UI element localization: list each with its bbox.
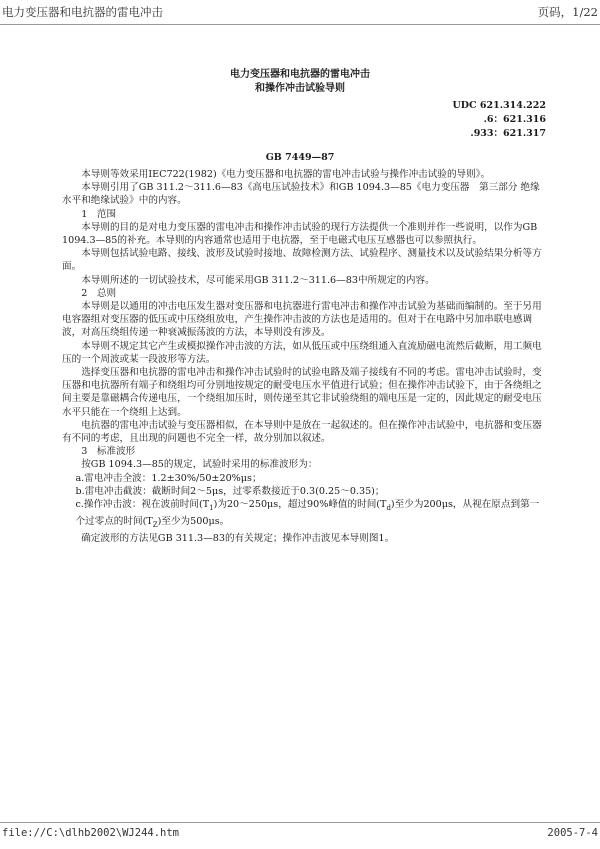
- paragraph: 本导则包括试验电路、接线、波形及试验时接地、故障检测方法、试验程序、测量技术以及试验结果分析等方面。: [62, 248, 542, 273]
- paragraph: 本导则等效采用IEC722(1982)《电力变压器和电抗器的雷电冲击试验与操作冲击试验的导则》。: [81, 169, 491, 180]
- subscript-tz: Z: [152, 521, 158, 530]
- paragraph: 本导则所述的一切试验技术，尽可能采用GB 311.2～311.6—83中所规定的内容。: [81, 274, 435, 286]
- paragraph: 确定波形的方法见GB 311.3—83的有关规定；操作冲击波见本导则图1。: [81, 533, 395, 545]
- footer-date: 2005-7-4: [547, 827, 598, 839]
- subscript-t1: 1: [209, 503, 214, 512]
- udc-classification: [453, 99, 547, 141]
- document-title-line-1: 电力变压器和电抗器的雷电冲击: [230, 69, 370, 80]
- section-heading-scope: 1 范围: [81, 208, 117, 220]
- list-item-c-text-4: )至少为500μs。: [157, 516, 230, 528]
- paragraph: 电抗器的雷电冲击试验与变压器相似，在本导则中是放在一起叙述的。但在操作冲击试验中，电抗器和变压器有不同的考虑，且出现的问题也不完全一样，故分别加以叙述。: [62, 419, 542, 445]
- subscript-td: d: [386, 503, 391, 512]
- header-page-number: 页码，1/22: [537, 5, 598, 19]
- udc-line-3: .933：621.317: [470, 128, 546, 139]
- udc-line-1: UDC 621.314.222: [452, 100, 546, 111]
- paragraph: 本导则引用了GB 311.2～311.6—83《高电压试验技术》和GB 1094.3—85《电力变压器 第三部分 绝缘水平和绝缘试验》中的内容。: [62, 182, 540, 207]
- list-item-c-text-2: )为20～250μs，超过90%峰值的时间(T: [213, 499, 387, 511]
- document-title-line-2: 和操作冲击试验导则: [255, 83, 345, 94]
- page-header: [0, 0, 600, 26]
- header-divider: [0, 24, 600, 25]
- paragraph: 本导则是以通用的冲击电压发生器对变压器和电抗器进行雷电冲击和操作冲击试验为基础而编制的。至于另用电容器组对变压器的低压或中压绕组放电，产生操作冲击波的方法也是适用的。但对于在电路中另加串联电感调波，对高压绕组传递一种衰减振荡波的方法，本导则没有涉及。: [62, 301, 542, 339]
- paragraph: 选择变压器和电抗器的雷电冲击和操作冲击试验时的试验电路及端子接线有不同的考虑。雷电冲击试验时，变压器和电抗器所有端子和绕组均可分别地按规定的耐受电压水平值进行试验；但在操作冲击试验下，由于各绕组之间主要是靠磁耦合传递电压，一个绕组加压时，则传递至其它非试验绕组的端电压是一定的，因此规定的耐受电压水平只能在一个绕组上达到。: [62, 367, 542, 418]
- footer-divider: [0, 822, 600, 823]
- paragraph: 本导则的目的是对电力变压器的雷电冲击和操作冲击试验的现行方法提供一个准则并作一些说明，以作为GB 1094.3—85的补充。本导则的内容通常也适用于电抗器，至于电磁式电压互感器也可以参照执行。: [62, 221, 538, 247]
- list-item-c: [62, 498, 548, 532]
- list-item-b: b.雷电冲击截波：截断时间2～5μs，过零系数接近于0.3(0.25～0.35)；: [75, 485, 385, 497]
- footer-file-path: file://C:\dlhb2002\WJ244.htm: [2, 827, 180, 839]
- udc-line-2: .6：621.316: [483, 114, 546, 125]
- list-item-c-text-1: c.操作冲击波：视在波前时间(T: [75, 499, 210, 511]
- section-heading-waveform: 3 标准波形: [81, 446, 136, 458]
- standard-number: GB 7449—87: [265, 152, 335, 163]
- header-title: 电力变压器和电抗器的雷电冲击: [2, 5, 163, 19]
- list-item-c-text-3: )至少为200μs，从视在原点到第一个过零点的时间(T: [75, 499, 540, 528]
- document-body: [62, 168, 548, 546]
- list-item-a: a.雷电冲击全波：1.2±30%/50±20%μs；: [75, 472, 262, 484]
- paragraph: 按GB 1094.3—85的规定，试验时采用的标准波形为：: [81, 459, 318, 471]
- section-heading-general: 2 总则: [81, 287, 117, 299]
- paragraph: 本导则不规定其它产生或模拟操作冲击波的方法，如从低压或中压绕组通入直流励磁电流然后截断，用工频电压的一个周波或某一段波形等方法。: [62, 340, 542, 365]
